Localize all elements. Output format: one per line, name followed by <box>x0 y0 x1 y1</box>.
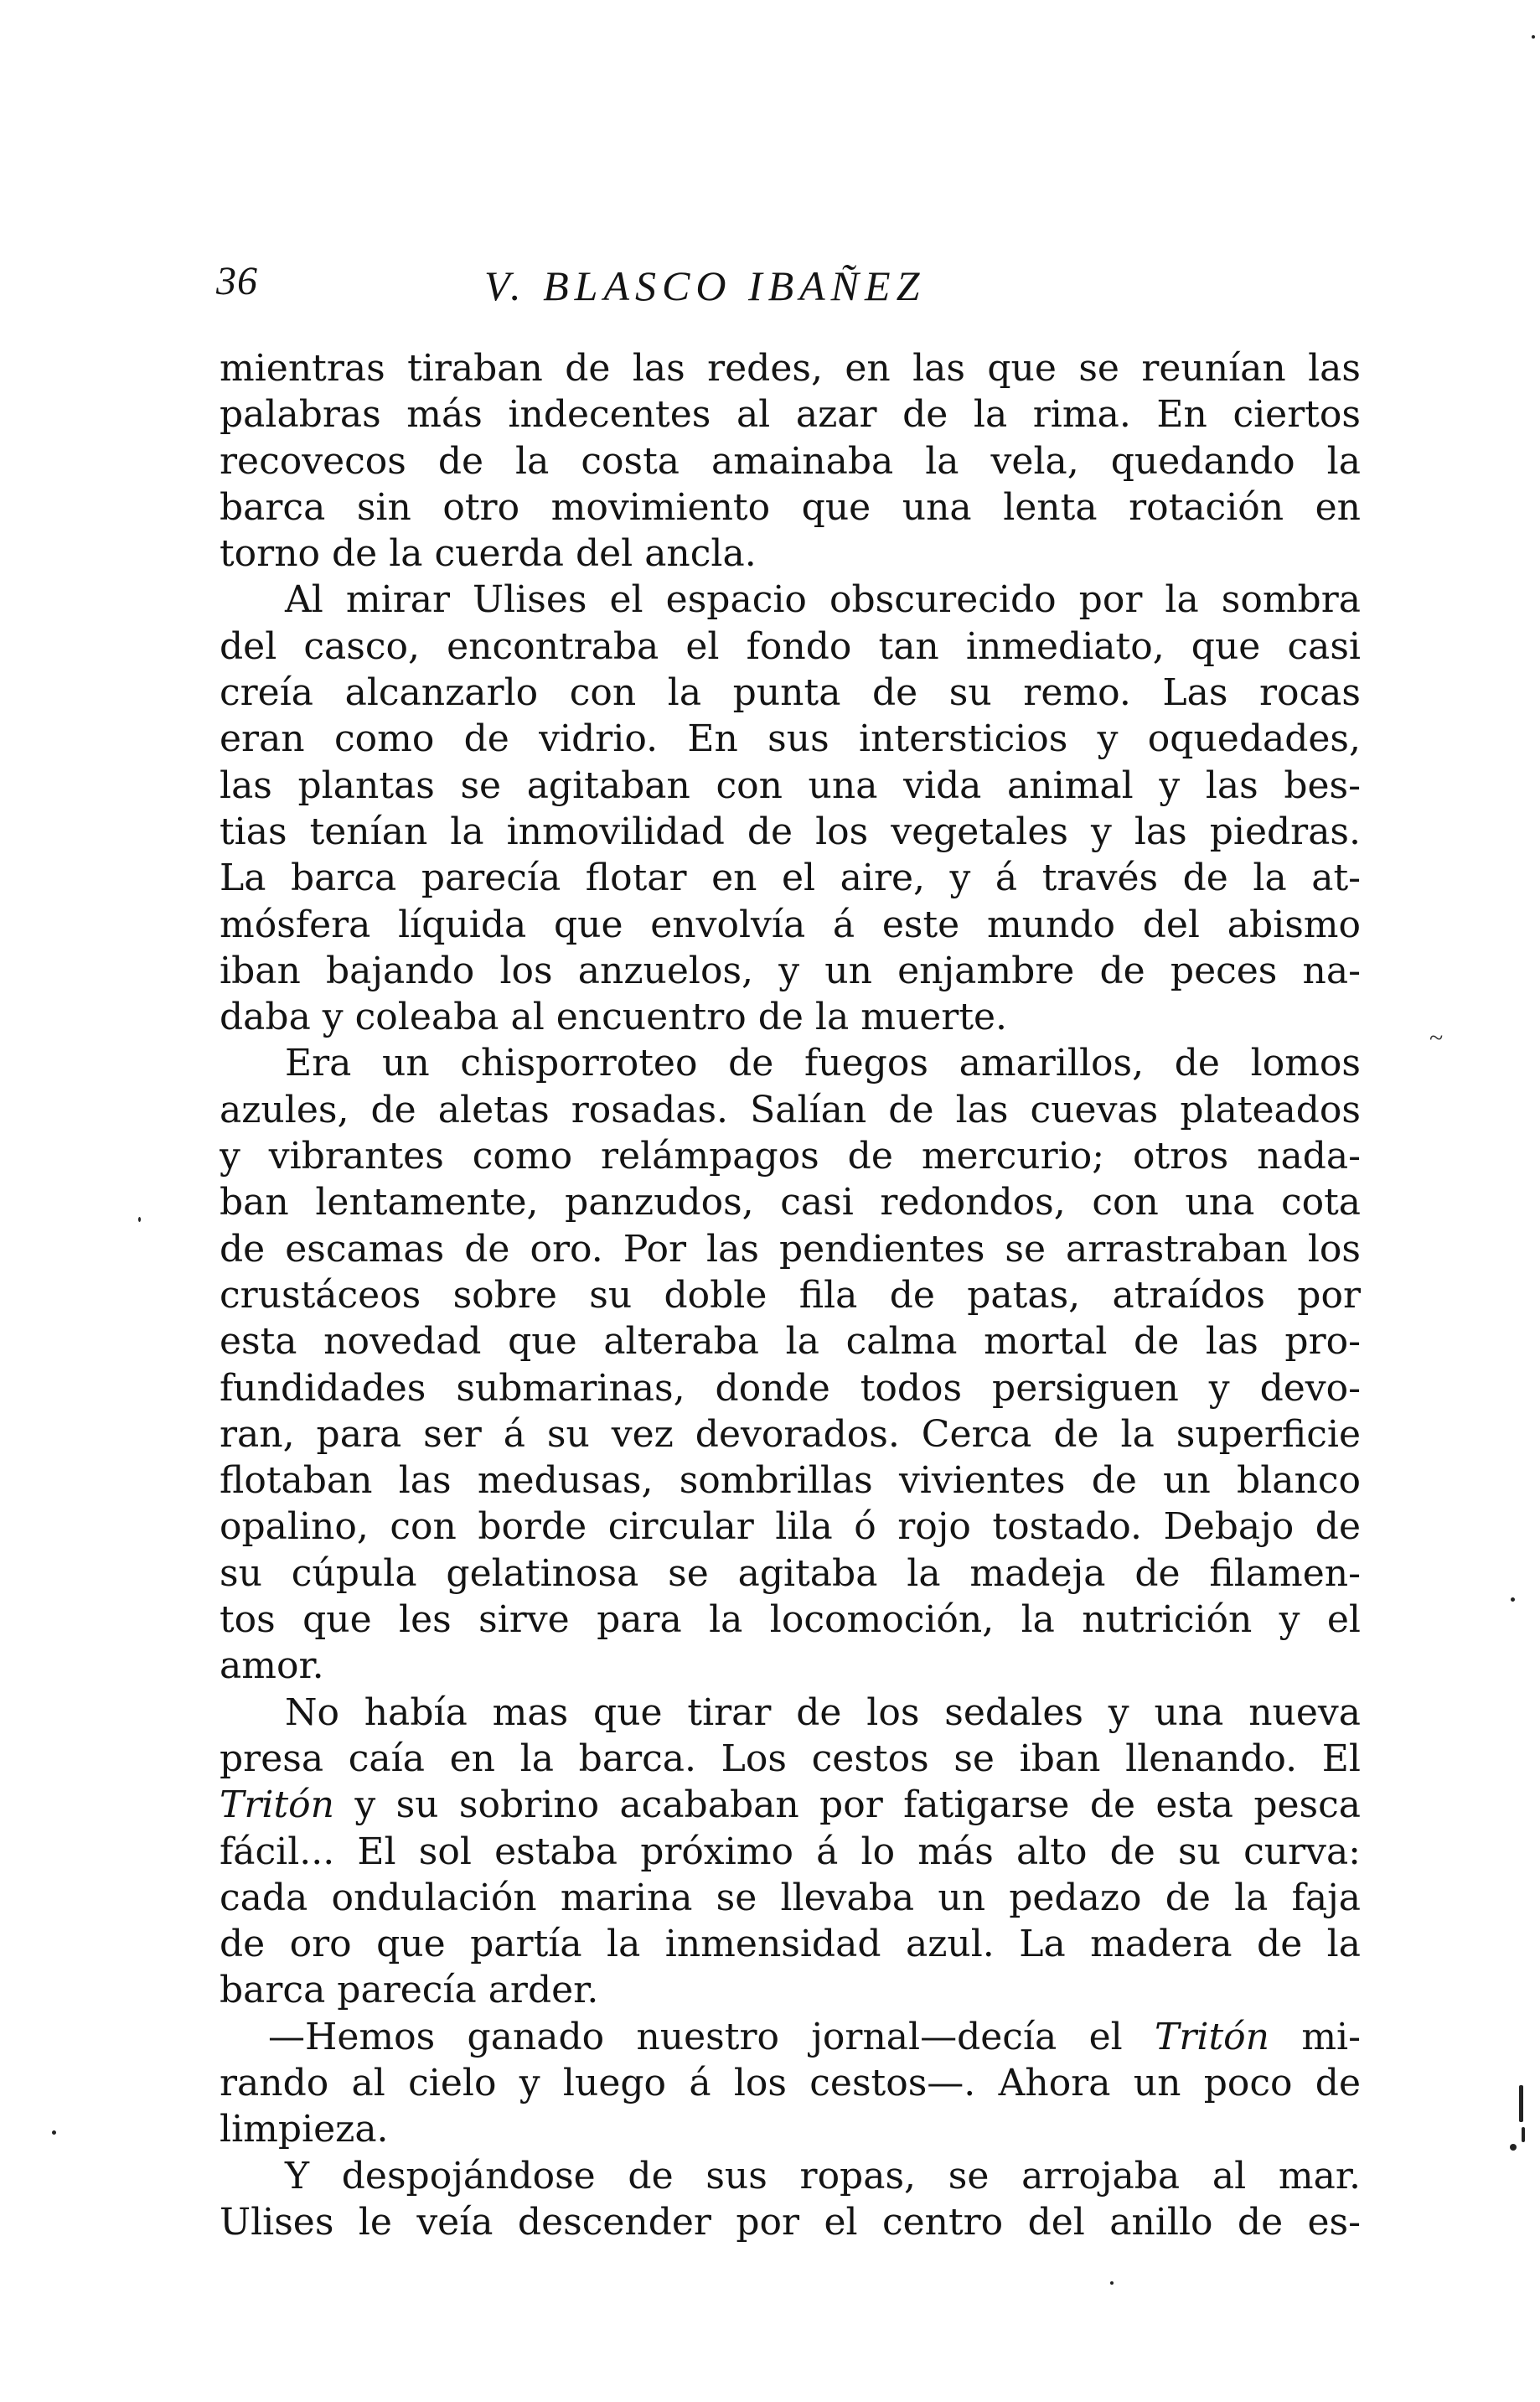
text-line: La barca parecía flotar en el aire, y á través de la at- <box>220 857 1361 900</box>
text-line: barca parecía arder. <box>220 1969 599 2012</box>
text-line: torno de la cuerda del ancla. <box>220 532 757 576</box>
text-line: opalino, con borde circular lila ó rojo tostado. Debajo de <box>220 1505 1361 1549</box>
text-line: palabras más indecentes al azar de la rima. En ciertos <box>220 393 1361 437</box>
scan-squiggle: ~ <box>1429 1024 1444 1052</box>
text-line: Ulises le veía descender por el centro del anillo de es- <box>220 2200 1361 2244</box>
text-line: recovecos de la costa amainaba la vela, quedando la <box>220 439 1361 483</box>
text-line: tias tenían la inmovilidad de los vegetales y las piedras. <box>220 810 1361 853</box>
text-line: mientras tiraban de las redes, en las que se reunían las <box>220 347 1361 390</box>
text-line <box>220 2014 1361 2060</box>
text-line: iban bajando los anzuelos, y un enjambre de peces na- <box>220 949 1361 992</box>
text-line: Al mirar Ulises el espacio obscurecido por la sombra <box>285 578 1361 622</box>
text-line: cada ondulación marina se llevaba un pedazo de la faja <box>220 1876 1361 1919</box>
text-line <box>220 1782 1361 1828</box>
text-line: amor. <box>220 1644 324 1688</box>
text-line: ban lentamente, panzudos, casi redondos, con una cota <box>220 1181 1361 1224</box>
text-line: tos que les sirve para la locomoción, la nutrición y el <box>220 1598 1361 1642</box>
text-line: daba y coleaba al encuentro de la muerte. <box>220 996 1008 1039</box>
text-line: crustáceos sobre su doble fila de patas, atraídos por <box>220 1273 1361 1317</box>
text-line: barca sin otro movimiento que una lenta rotación en <box>220 485 1361 529</box>
text-line-start: —Hemos ganado nuestro jornal—decía el <box>268 2015 1123 2058</box>
text-line: Era un chisporroteo de fuegos amarillos, de lomos <box>285 1042 1361 1085</box>
text-line: flotaban las medusas, sombrillas vivientes de un blanco <box>220 1459 1361 1503</box>
scan-speck <box>1522 2127 1525 2142</box>
text-line: rando al cielo y luego á los cestos—. Ahora un poco de <box>220 2061 1361 2104</box>
text-line: limpieza. <box>220 2108 389 2151</box>
page-number: 36 <box>216 259 258 303</box>
text-line: su cúpula gelatinosa se agitaba la madeja de filamen- <box>220 1551 1361 1595</box>
scan-speck <box>1519 2085 1523 2122</box>
text-line: mósfera líquida que envolvía á este mundo del abismo <box>220 903 1361 946</box>
text-line: fundidades submarinas, donde todos persiguen y devo- <box>220 1366 1361 1410</box>
scan-speck <box>1511 1597 1515 1602</box>
text-line: esta novedad que alteraba la calma mortal de las pro- <box>220 1320 1361 1364</box>
scan-speck <box>1532 35 1535 39</box>
text-line-end: mi- <box>1301 2015 1361 2058</box>
scan-speck <box>1510 2144 1517 2151</box>
text-line: de oro que partía la inmensidad azul. La madera de la <box>220 1923 1361 1966</box>
scan-speck <box>52 2130 56 2135</box>
text-line: fácil... El sol estaba próximo á lo más alto de su curva: <box>220 1830 1361 1873</box>
text-line: de escamas de oro. Por las pendientes se arrastraban los <box>220 1227 1361 1271</box>
text-line: y vibrantes como relámpagos de mercurio; otros nada- <box>220 1135 1361 1178</box>
page-header <box>216 251 1372 310</box>
text-line: eran como de vidrio. En sus intersticios y oquedades, <box>220 717 1361 761</box>
text-line: las plantas se agitaban con una vida animal y las bes- <box>220 764 1361 807</box>
text-line: No había mas que tirar de los sedales y una nueva <box>285 1690 1361 1734</box>
text-line: del casco, encontraba el fondo tan inmediato, que casi <box>220 624 1361 668</box>
text-line: Y despojándose de sus ropas, se arrojaba al mar. <box>285 2154 1361 2198</box>
body-text <box>220 345 1361 2245</box>
scan-speck <box>138 1217 141 1222</box>
text-line: ran, para ser á su vez devorados. Cerca de la superficie <box>220 1412 1361 1456</box>
text-line-rest: y su sobrino acababan por fatigarse de esta pesca <box>354 1783 1361 1827</box>
character-name: Tritón <box>220 1783 334 1827</box>
scan-speck <box>1110 2281 1114 2285</box>
text-line: creía alcanzarlo con la punta de su remo. Las rocas <box>220 671 1361 715</box>
running-head: V. BLASCO IBAÑEZ <box>484 262 926 309</box>
character-name: Tritón <box>1155 2015 1269 2058</box>
text-line: azules, de aletas rosadas. Salían de las cuevas plateados <box>220 1088 1361 1131</box>
text-line: presa caía en la barca. Los cestos se iban llenando. El <box>220 1737 1361 1780</box>
